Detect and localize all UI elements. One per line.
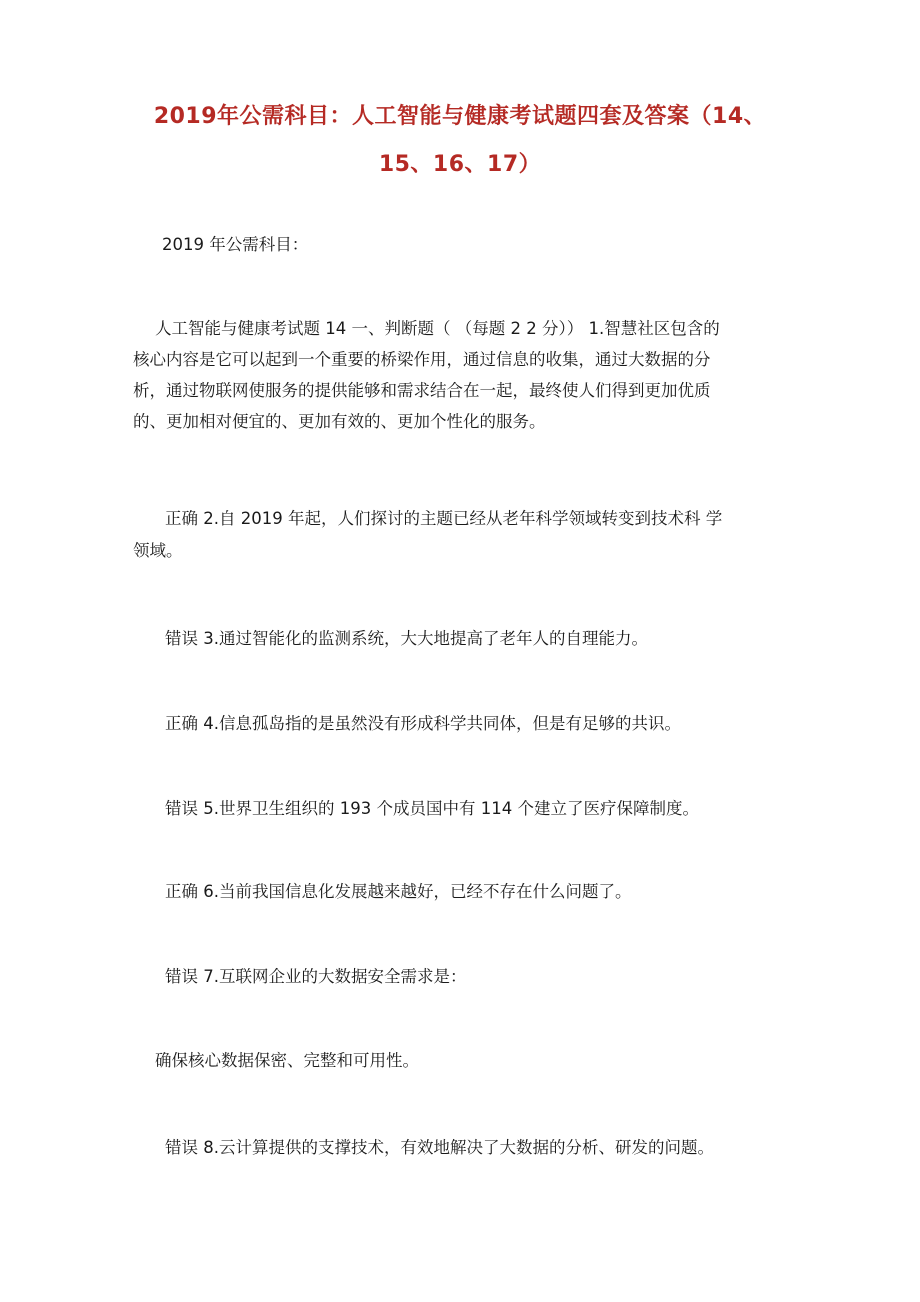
question-line: 错误 8.云计算提供的支撑技术，有效地解决了大数据的分析、研发的问题。 [165, 1138, 714, 1157]
document-title-line-2: 15、16、17） [378, 152, 542, 177]
paragraph-line: 人工智能与健康考试题 14 一、判断题（ （每题 2 2 分）） 1.智慧社区包含的 [155, 319, 720, 338]
question-line: 错误 7.互联网企业的大数据安全需求是： [165, 967, 467, 986]
question-line: 领域。 [133, 541, 183, 560]
subject-heading: 2019 年公需科目： [162, 235, 309, 254]
paragraph-line: 析，通过物联网使服务的提供能够和需求结合在一起，最终使人们得到更加优质 [133, 381, 711, 400]
question-line: 正确 6.当前我国信息化发展越来越好，已经不存在什么问题了。 [165, 882, 632, 901]
document-title-line-1: 2019年公需科目：人工智能与健康考试题四套及答案（14、 [153, 104, 767, 129]
paragraph-line: 核心内容是它可以起到一个重要的桥梁作用，通过信息的收集，通过大数据的分 [133, 350, 711, 369]
question-line: 正确 4.信息孤岛指的是虽然没有形成科学共同体，但是有足够的共识。 [165, 714, 681, 733]
question-line: 错误 5.世界卫生组织的 193 个成员国中有 114 个建立了医疗保障制度。 [165, 799, 699, 818]
question-line: 确保核心数据保密、完整和可用性。 [155, 1051, 419, 1070]
question-line: 错误 3.通过智能化的监测系统，大大地提高了老年人的自理能力。 [165, 629, 648, 648]
question-line: 正确 2.自 2019 年起，人们探讨的主题已经从老年科学领域转变到技术科 学 [165, 509, 723, 528]
paragraph-line: 的、更加相对便宜的、更加有效的、更加个性化的服务。 [133, 412, 546, 431]
